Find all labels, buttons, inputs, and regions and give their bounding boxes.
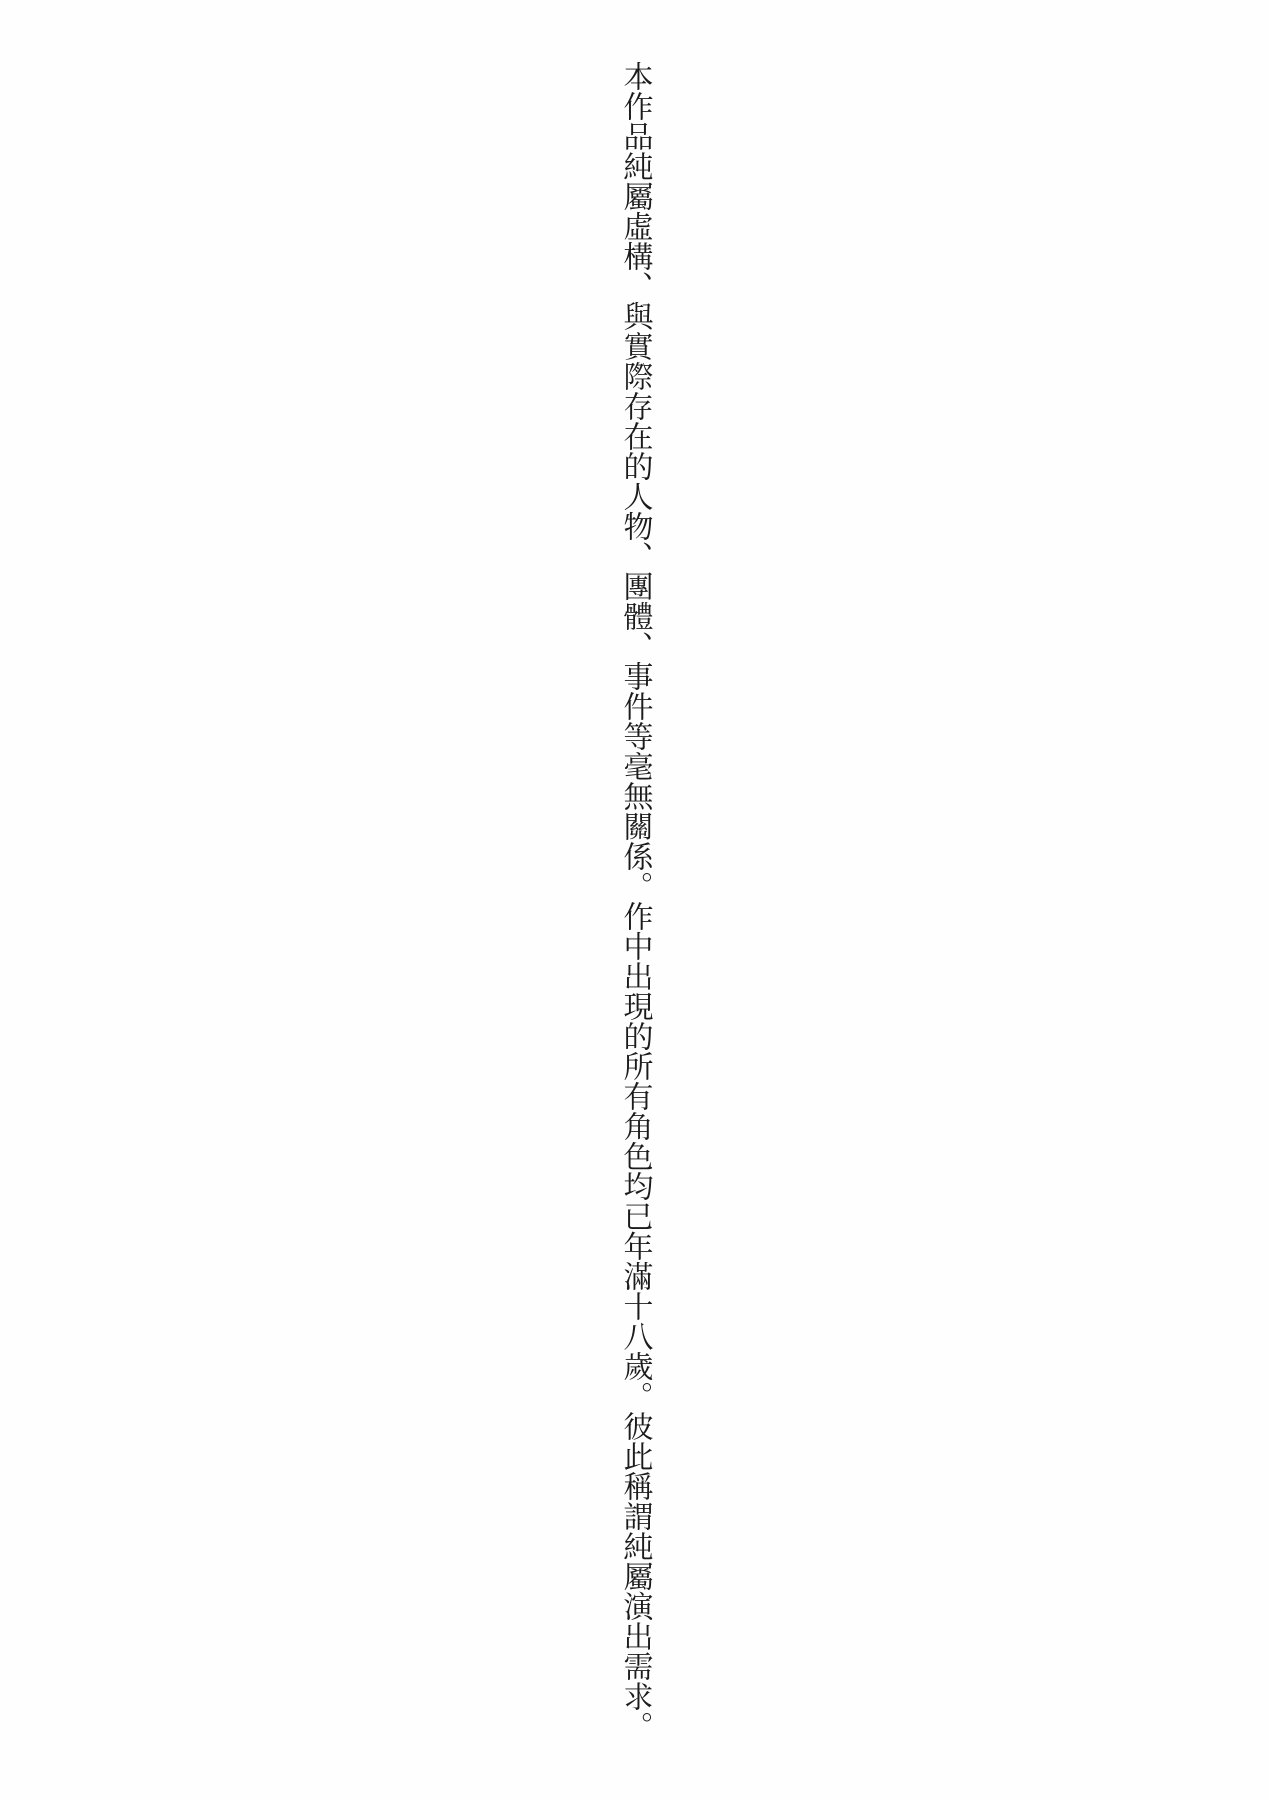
disclaimer-vertical-text: 本作品純屬虛構、與實際存在的人物、團體、事件等毫無關係。作中出現的所有角色均已年滿十八歲。彼此稱謂純屬演出需求。 bbox=[618, 61, 652, 1741]
